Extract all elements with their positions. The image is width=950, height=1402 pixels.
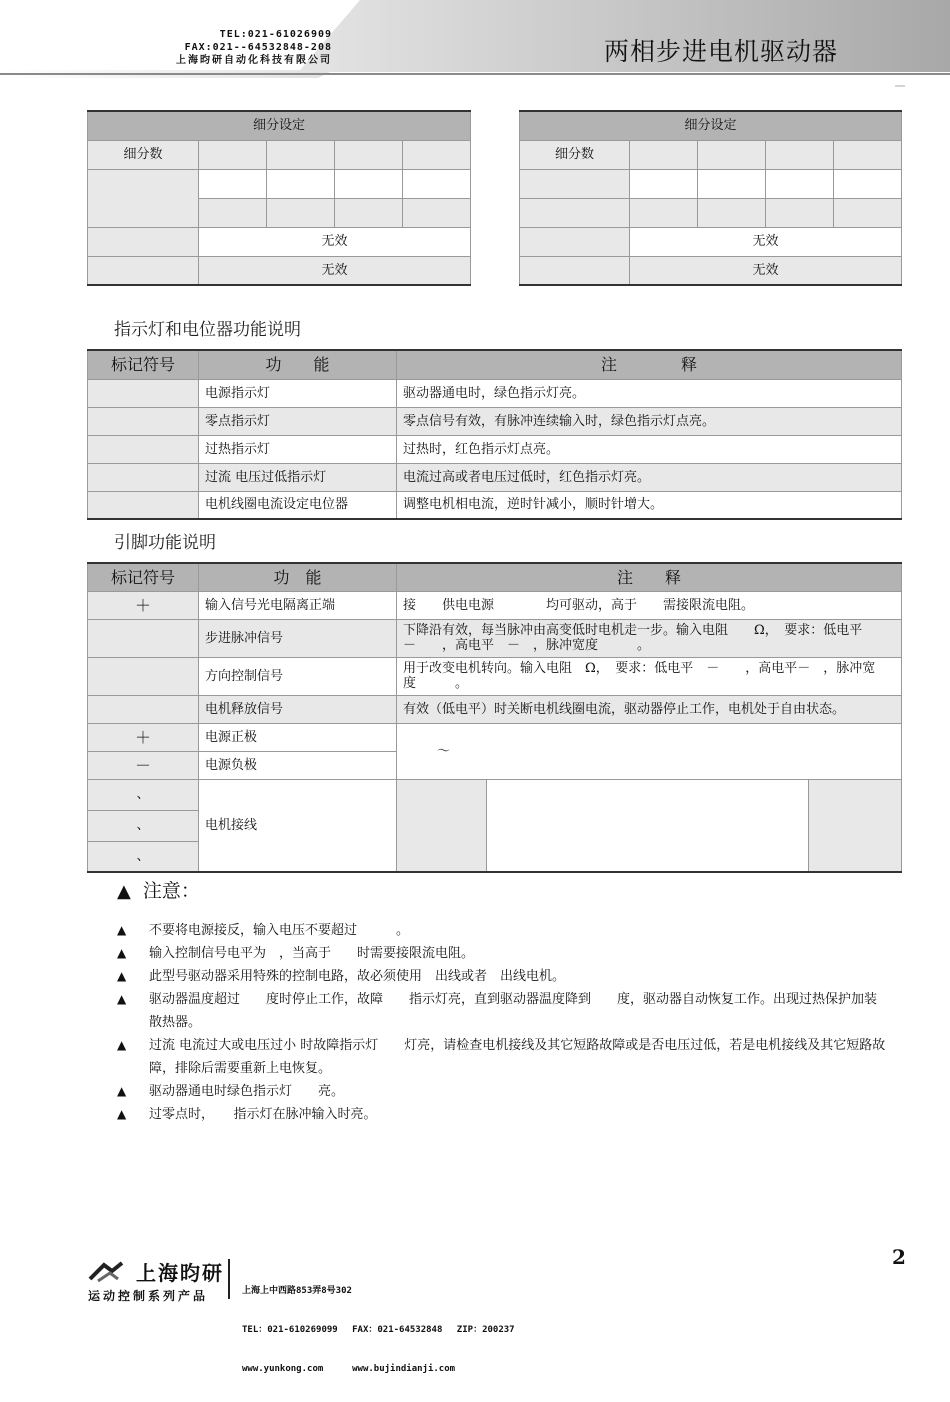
subdivision-invalid-cell: 无效 [199,227,471,256]
subdivision-table-right [519,110,902,286]
pin-note: 用于改变电机转向。输入电阻 Ω， 要求：低电平 － ，高电平－ ，脉冲宽度 。 [397,657,902,695]
led-note: 驱动器通电时，绿色指示灯亮。 [397,379,902,407]
pin-symbol: 、 [88,810,199,841]
led-note: 调整电机相电流，逆时针减小，顺时针增大。 [397,491,902,519]
footer-brand: 上海昀研 [136,1261,224,1285]
footer-tagline: 运动控制系列产品 [88,1289,209,1303]
note-text: 驱动器温度超过 度时停止工作，故障 指示灯亮，直到驱动器温度降到 度，驱动器自动恢复工作。出现过热保护加装散热器。 [149,992,878,1030]
note-text: 输入控制信号电平为 ，当高于 时需要接限流电阻。 [149,946,475,961]
pin-symbol [88,657,199,695]
triangle-icon: ▲ [117,992,127,1006]
subdivision-title: 细分设定 [88,111,471,140]
subdivision-table-left [87,110,471,286]
led-symbol [88,379,199,407]
pin-symbol [88,619,199,657]
led-function: 电机线圈电流设定电位器 [199,491,397,519]
led-section-title: 指示灯和电位器功能说明 [114,320,301,340]
led-function: 过热指示灯 [199,435,397,463]
pin-function: 步进脉冲信号 [199,619,397,657]
led-symbol [88,491,199,519]
page-number: 2 [892,1245,906,1269]
led-note: 零点信号有效，有脉冲连续输入时，绿色指示灯点亮。 [397,407,902,435]
pin-symbol: 、 [88,841,199,872]
footer-info [242,1259,515,1402]
triangle-icon: ▲ [117,1038,127,1052]
note-item [117,965,887,988]
led-header-symbol: 标记符号 [88,350,199,379]
led-function: 电源指示灯 [199,379,397,407]
subdivision-invalid-cell: 无效 [199,256,471,285]
pin-function: 电机接线 [199,779,397,872]
led-symbol [88,407,199,435]
header-fax: FAX:021--64532848-208 [184,42,332,53]
note-item [117,1103,887,1126]
pin-function: 方向控制信号 [199,657,397,695]
subdivision-invalid-cell: 无效 [630,256,902,285]
pin-symbol: ＋ [88,591,199,619]
pin-function: 输入信号光电隔离正端 [199,591,397,619]
logo-swoosh-icon [88,1261,132,1283]
pin-function: 电机释放信号 [199,695,397,723]
subdivision-invalid-cell: 无效 [630,227,902,256]
note-text: 驱动器通电时绿色指示灯 亮。 [149,1084,345,1099]
notes-list [117,919,887,1126]
subdivision-row-label: 细分数 [88,140,199,169]
notes-title [117,876,200,903]
pin-function: 电源正极 [199,723,397,751]
pin-table [87,562,902,873]
footer [88,1255,888,1374]
pin-header-symbol: 标记符号 [88,563,199,591]
led-symbol [88,435,199,463]
triangle-icon: ▲ [117,969,127,983]
pin-note: ～ [397,723,902,779]
note-item [117,942,887,965]
header-company: 上海昀研自动化科技有限公司 [176,55,332,66]
subdivision-title: 细分设定 [520,111,902,140]
led-function: 过流 电压过低指示灯 [199,463,397,491]
company-logo [88,1257,228,1303]
pin-symbol: － [88,751,199,779]
note-item [117,988,887,1034]
led-symbol [88,463,199,491]
notes-title-text: 注意： [142,880,200,902]
footer-divider [228,1259,230,1299]
pin-symbol: 、 [88,779,199,810]
note-item [117,1034,887,1080]
pin-section-title: 引脚功能说明 [114,533,216,553]
note-text: 不要将电源接反，输入电压不要超过 。 [149,923,410,938]
warning-triangle-icon: ▲ [117,881,131,902]
pin-header-note: 注 释 [397,563,902,591]
led-function: 零点指示灯 [199,407,397,435]
note-text: 此型号驱动器采用特殊的控制电路，故必须使用 出线或者 出线电机。 [149,969,566,984]
led-note: 电流过高或者电压过低时，红色指示灯亮。 [397,463,902,491]
footer-address: 上海上中西路853弄8号302 [242,1286,352,1296]
pin-note: 接 供电电源 均可驱动，高于 需接限流电阻。 [397,591,902,619]
note-text: 过流 电流过大或电压过小 时故障指示灯 灯亮，请检查电机接线及其它短路故障或是否电压过低，若是电机接线及其它短路故障，排除后需要重新上电恢复。 [149,1038,886,1076]
led-header-function: 功 能 [199,350,397,379]
led-table [87,349,902,520]
pin-symbol: ＋ [88,723,199,751]
pin-note: 有效（低电平）时关断电机线圈电流，驱动器停止工作，电机处于自由状态。 [397,695,902,723]
triangle-icon: ▲ [117,923,127,937]
note-text: 过零点时， 指示灯在脉冲输入时亮。 [149,1107,377,1122]
subdivision-row-label: 细分数 [520,140,630,169]
header-contact-block [100,28,332,67]
footer-contacts: TEL：021-610269099 FAX：021-64532848 ZIP：200237 [242,1325,515,1335]
header-tel: TEL:021-61026909 [219,29,332,40]
pin-header-function: 功 能 [199,563,397,591]
triangle-icon: ▲ [117,946,127,960]
note-item [117,919,887,942]
led-note: 过热时，红色指示灯点亮。 [397,435,902,463]
footer-websites: www.yunkong.com www.bujindianji.com [242,1364,456,1374]
page-title: 两相步进电机驱动器 [604,37,839,66]
led-header-note: 注 释 [397,350,902,379]
triangle-icon: ▲ [117,1084,127,1098]
pin-function: 电源负极 [199,751,397,779]
pin-note: 下降沿有效，每当脉冲由高变低时电机走一步。输入电阻 Ω， 要求：低电平 － ，高电平 － ，脉冲宽度 。 [397,619,902,657]
pin-symbol [88,695,199,723]
note-item [117,1080,887,1103]
triangle-icon: ▲ [117,1107,127,1121]
